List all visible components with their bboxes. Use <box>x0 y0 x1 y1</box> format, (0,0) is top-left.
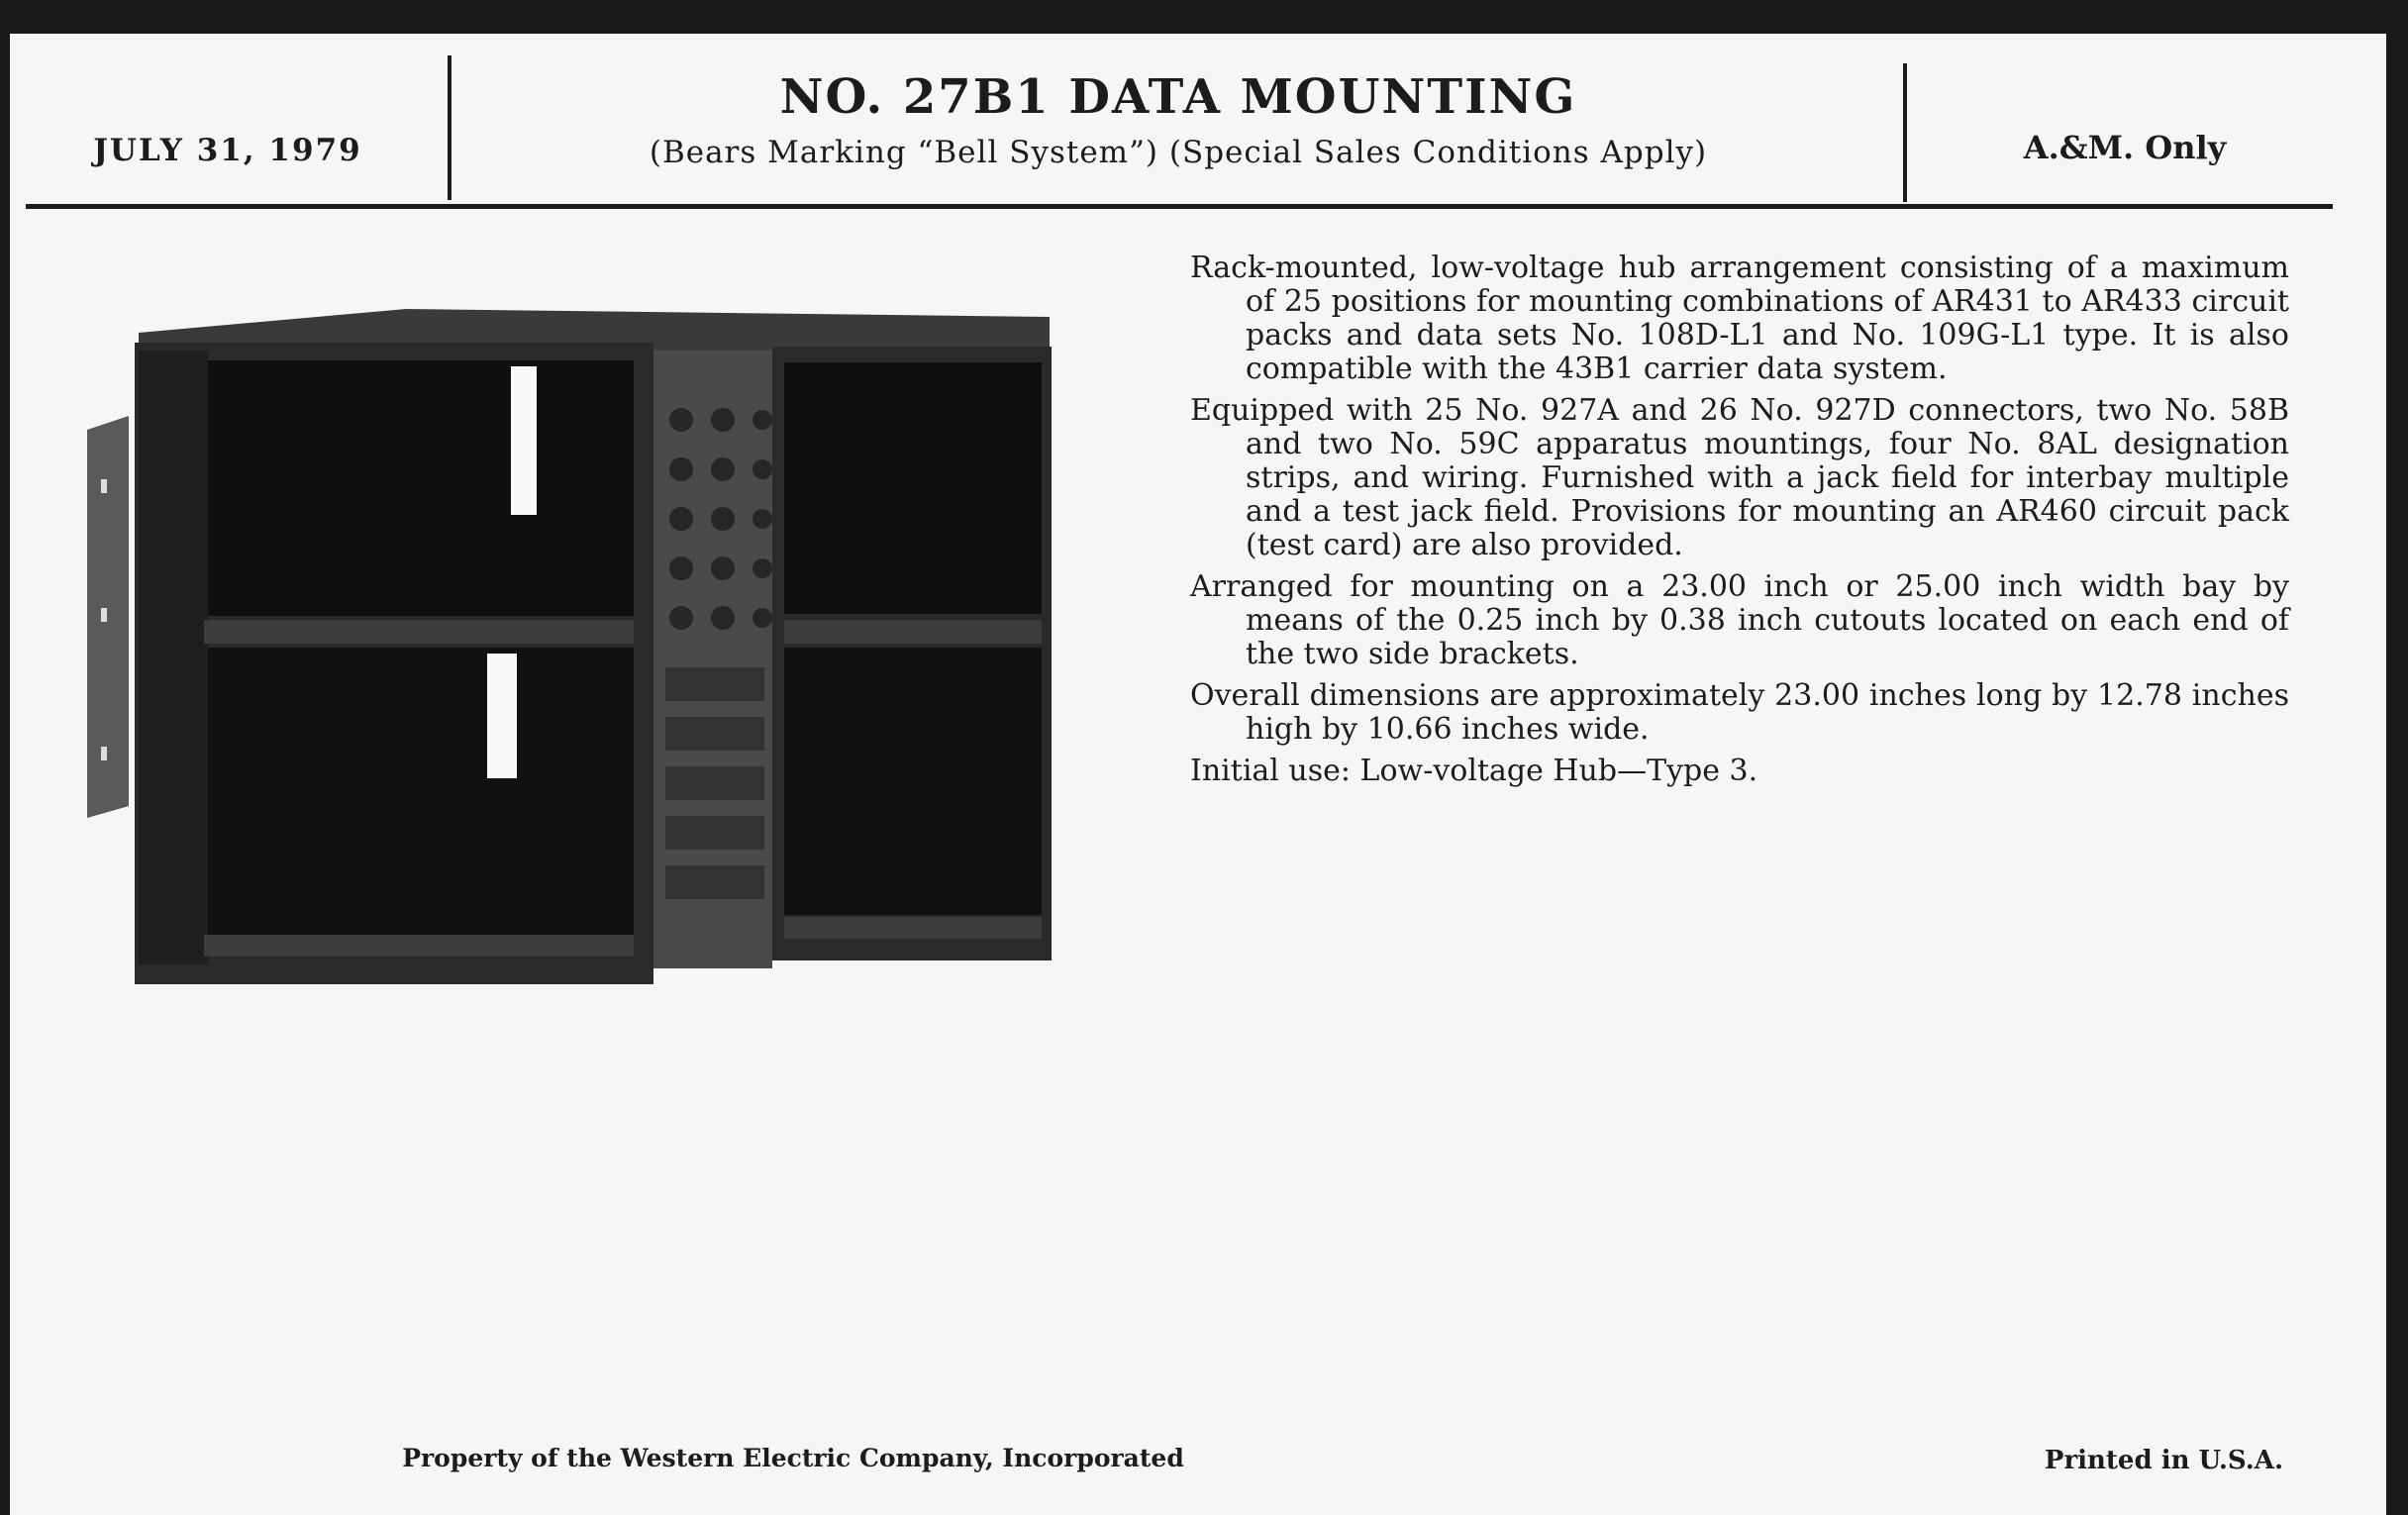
left-side-bracket <box>87 416 129 818</box>
right-panel-lower <box>784 648 1042 915</box>
description-paragraph: Arranged for mounting on a 23.00 inch or 25.00 inch width bay by means of the 0.25 inch by 0.38 inch cutouts located on each end of the two side brackets. <box>1190 569 2289 671</box>
header-divider-left <box>448 55 452 200</box>
lower-card-slot <box>487 654 517 778</box>
catalog-card <box>10 34 2386 1515</box>
right-panel-upper <box>784 362 1042 614</box>
footer-printed-note: Printed in U.S.A. <box>2044 1446 2283 1475</box>
left-connector-row <box>204 620 634 644</box>
description-paragraph: Rack-mounted, low-voltage hub arrangement consisting of a maximum of 25 positions for mounting combinations of AR431 to AR433 circuit packs and data sets No. 108D-L1 and No. 109G-L1 type. It is also compatible with the 43B1 carrier data system. <box>1190 251 2289 386</box>
footer-property-note: Property of the Western Electric Company, Incorporated <box>402 1444 1184 1472</box>
description-paragraph: Overall dimensions are approximately 23.00 inches long by 12.78 inches high by 10.66 inches wide. <box>1190 678 2289 747</box>
description-paragraph: Initial use: Low-voltage Hub—Type 3. <box>1190 754 1758 788</box>
description <box>1190 252 2289 796</box>
upper-card-slot <box>511 366 537 515</box>
header-date: JULY 31, 1979 <box>93 133 362 168</box>
right-connector-row <box>784 620 1042 644</box>
description-paragraph: Equipped with 25 No. 927A and 26 No. 927D connectors, two No. 58B and two No. 59C apparatus mountings, four No. 8AL designation strips, and wiring. Furnished with a jack field for interbay multiple and a test jack field. Provisions for mounting an AR460 circuit pack (test card) are also provided. <box>1190 393 2289 562</box>
page-subtitle: (Bears Marking “Bell System”) (Special Sales Conditions Apply) <box>649 135 1708 170</box>
right-bottom-strip <box>784 917 1042 939</box>
left-panel-lower <box>204 648 634 937</box>
left-bottom-strip <box>204 935 634 957</box>
header-note: A.&M. Only <box>2023 129 2227 166</box>
left-panel-upper <box>204 360 634 616</box>
page-title: NO. 27B1 DATA MOUNTING <box>779 69 1577 125</box>
product-photo <box>79 252 1079 984</box>
header-rule <box>26 204 2333 209</box>
